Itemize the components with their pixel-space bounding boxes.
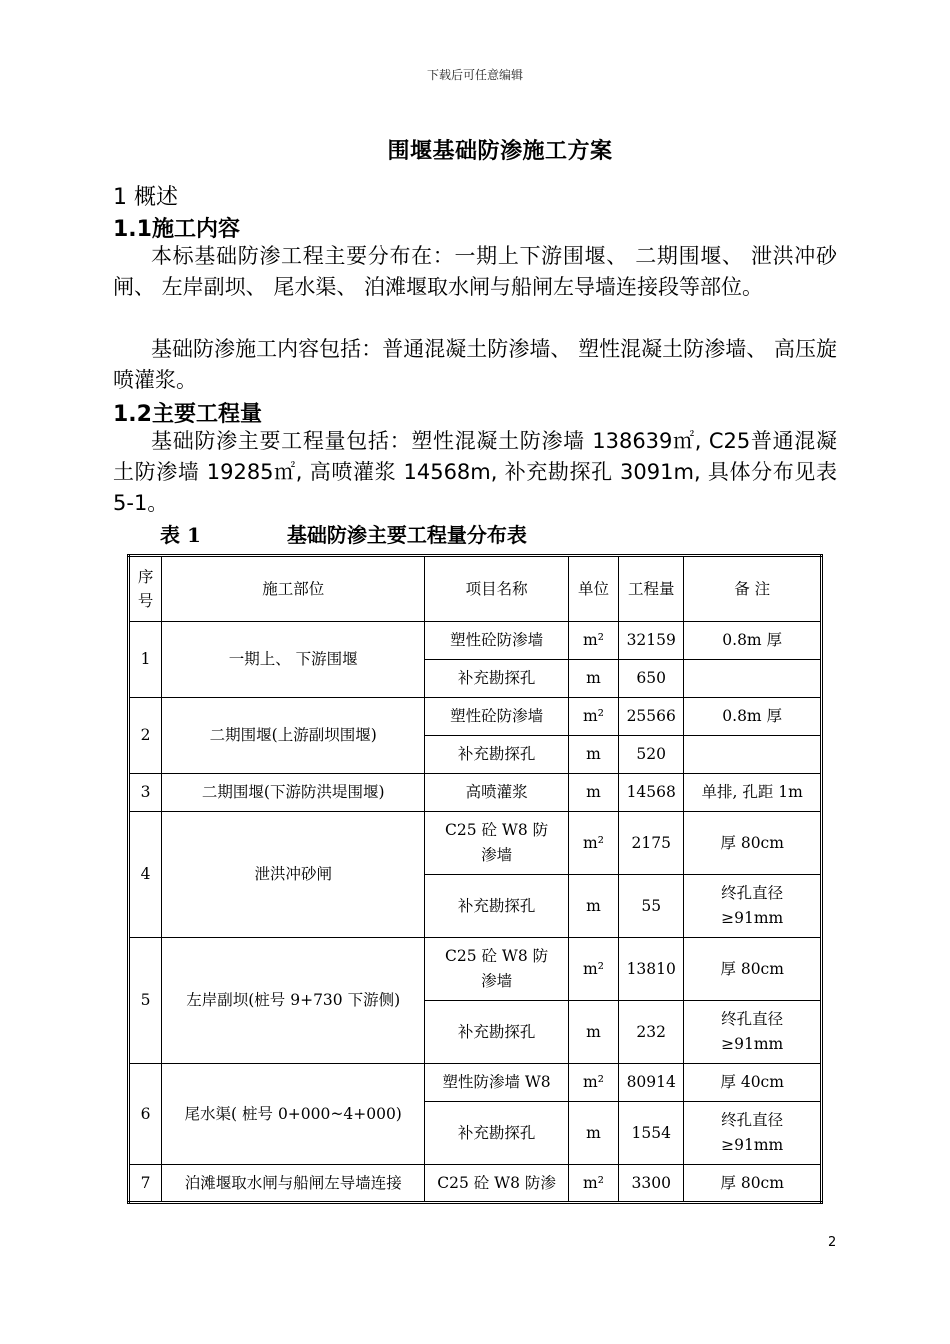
item-name-cell: 补充勘探孔	[425, 1102, 569, 1165]
item-unit-cell: m	[568, 1001, 618, 1064]
item-note-cell: 单排, 孔距 1m	[684, 774, 822, 812]
item-name-cell: 补充勘探孔	[425, 1001, 569, 1064]
table-row	[129, 622, 822, 660]
item-qty-cell: 232	[619, 1001, 684, 1064]
item-note-cell: 厚 40cm	[684, 1064, 822, 1102]
item-name-cell: 高喷灌浆	[425, 774, 569, 812]
location-cell: 泄洪冲砂闸	[162, 812, 425, 938]
item-qty-cell: 14568	[619, 774, 684, 812]
item-note-cell: 厚 80cm	[684, 812, 822, 875]
item-unit-cell: m²	[568, 698, 618, 736]
table-header-cell: 项目名称	[425, 556, 569, 622]
item-name-cell: 塑性防渗墙 W8	[425, 1064, 569, 1102]
section-heading-1-1: 1.1施工内容	[113, 217, 240, 242]
item-qty-cell: 13810	[619, 938, 684, 1001]
table-header-cell: 工程量	[619, 556, 684, 622]
document-title: 围堰基础防渗施工方案	[387, 139, 613, 164]
item-qty-cell: 80914	[619, 1064, 684, 1102]
location-cell: 泊滩堰取水闸与船闸左导墙连接	[162, 1165, 425, 1203]
table-caption-number: 表 1	[160, 523, 201, 547]
item-unit-cell: m²	[568, 812, 618, 875]
row-number-cell: 6	[129, 1064, 162, 1165]
row-number-cell: 5	[129, 938, 162, 1064]
table-header	[129, 556, 822, 622]
paragraph-quantities: 基础防渗主要工程量包括：塑性混凝土防渗墙 138639㎡, C25普通混凝土防渗墙 19285㎡, 高喷灌浆 14568m, 补充勘探孔 3091m, 具体分布见表 5-1。	[113, 429, 837, 515]
item-name-cell: 补充勘探孔	[425, 736, 569, 774]
row-number-cell: 2	[129, 698, 162, 774]
item-qty-cell: 55	[619, 875, 684, 938]
table-header-cell: 施工部位	[162, 556, 425, 622]
item-unit-cell: m²	[568, 1165, 618, 1203]
header-note: 下载后可任意编辑	[426, 68, 523, 82]
item-qty-cell: 2175	[619, 812, 684, 875]
row-number-cell: 7	[129, 1165, 162, 1203]
table-row	[129, 938, 822, 1001]
item-name-cell: C25 砼 W8 防渗墙	[425, 938, 569, 1001]
item-name-cell: C25 砼 W8 防渗	[425, 1165, 569, 1203]
item-note-cell	[684, 660, 822, 698]
item-name-cell: C25 砼 W8 防渗墙	[425, 812, 569, 875]
row-number-cell: 3	[129, 774, 162, 812]
item-qty-cell: 25566	[619, 698, 684, 736]
item-name-cell: 补充勘探孔	[425, 660, 569, 698]
table-row	[129, 698, 822, 736]
item-note-cell: 0.8m 厚	[684, 698, 822, 736]
location-cell: 一期上、 下游围堰	[162, 622, 425, 698]
row-number-cell: 1	[129, 622, 162, 698]
table-header-row	[129, 556, 822, 622]
item-name-cell: 塑性砼防渗墙	[425, 622, 569, 660]
item-unit-cell: m	[568, 774, 618, 812]
item-qty-cell: 520	[619, 736, 684, 774]
item-note-cell: 终孔直径≥91mm	[684, 1001, 822, 1064]
location-cell: 二期围堰(上游副坝围堰)	[162, 698, 425, 774]
table-row	[129, 1064, 822, 1102]
item-qty-cell: 32159	[619, 622, 684, 660]
item-note-cell: 终孔直径≥91mm	[684, 1102, 822, 1165]
location-cell: 左岸副坝(桩号 9+730 下游侧)	[162, 938, 425, 1064]
item-unit-cell: m	[568, 660, 618, 698]
item-name-cell: 补充勘探孔	[425, 875, 569, 938]
table-row	[129, 774, 822, 812]
item-note-cell: 厚 80cm	[684, 938, 822, 1001]
item-qty-cell: 650	[619, 660, 684, 698]
table-caption-text: 基础防渗主要工程量分布表	[286, 523, 527, 547]
item-unit-cell: m²	[568, 622, 618, 660]
section-heading-1: 1 概述	[113, 185, 178, 210]
table-caption	[160, 519, 527, 548]
section-heading-1-2: 1.2主要工程量	[113, 402, 262, 427]
table-header-cell: 序号	[129, 556, 162, 622]
table-row	[129, 1165, 822, 1203]
item-unit-cell: m	[568, 1102, 618, 1165]
location-cell: 二期围堰(下游防洪堤围堰)	[162, 774, 425, 812]
quantity-table	[127, 554, 823, 1204]
table-body	[129, 622, 822, 1203]
item-note-cell: 厚 80cm	[684, 1165, 822, 1203]
item-qty-cell: 3300	[619, 1165, 684, 1203]
item-note-cell: 0.8m 厚	[684, 622, 822, 660]
table-row	[129, 812, 822, 875]
item-unit-cell: m	[568, 736, 618, 774]
item-name-cell: 塑性砼防渗墙	[425, 698, 569, 736]
table-header-cell: 单位	[568, 556, 618, 622]
paragraph-scope: 本标基础防渗工程主要分布在：一期上下游围堰、 二期围堰、 泄洪冲砂闸、 左岸副坝、 尾水渠、 泊滩堰取水闸与船闸左导墙连接段等部位。	[113, 244, 837, 299]
page-number: 2	[828, 1235, 837, 1250]
paragraph-content: 基础防渗施工内容包括：普通混凝土防渗墙、 塑性混凝土防渗墙、 高压旋喷灌浆。	[113, 337, 837, 392]
location-cell: 尾水渠( 桩号 0+000~4+000)	[162, 1064, 425, 1165]
item-unit-cell: m²	[568, 938, 618, 1001]
item-note-cell	[684, 736, 822, 774]
item-note-cell: 终孔直径≥91mm	[684, 875, 822, 938]
item-unit-cell: m²	[568, 1064, 618, 1102]
table-header-cell: 备 注	[684, 556, 822, 622]
row-number-cell: 4	[129, 812, 162, 938]
item-qty-cell: 1554	[619, 1102, 684, 1165]
item-unit-cell: m	[568, 875, 618, 938]
